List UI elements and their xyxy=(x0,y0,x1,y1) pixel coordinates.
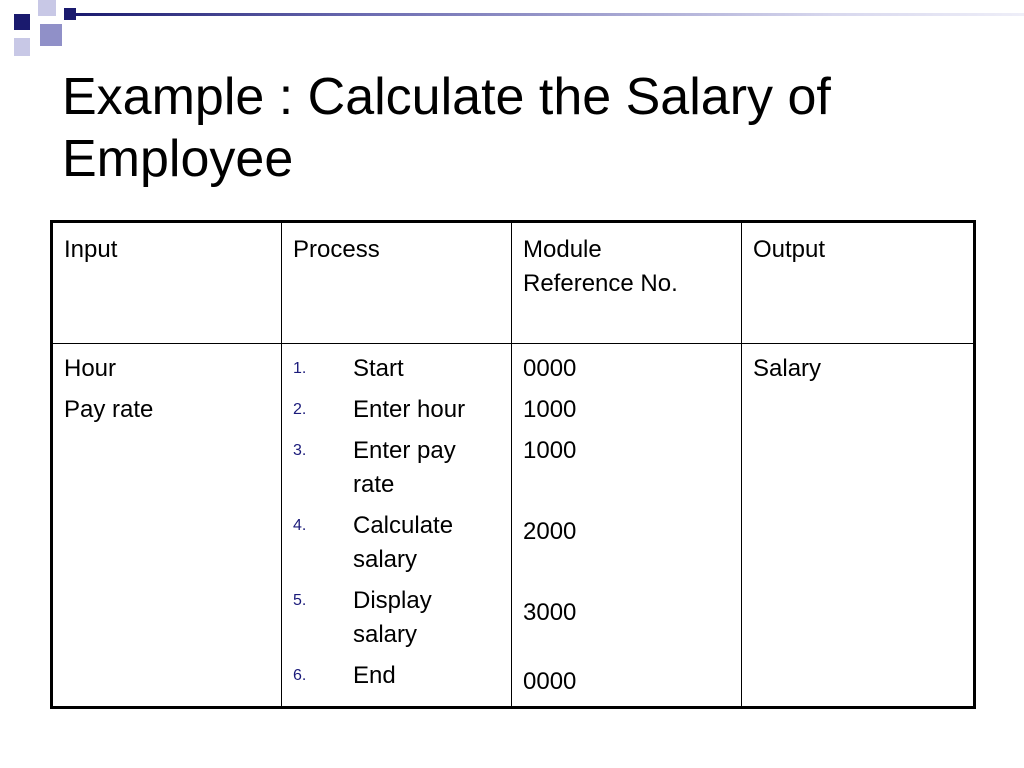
output-cell xyxy=(742,344,975,708)
step-number: 2. xyxy=(293,401,307,418)
process-cell xyxy=(282,344,512,708)
step-text xyxy=(353,393,501,427)
slide-title xyxy=(62,66,982,190)
header-module xyxy=(512,222,742,344)
ipo-table xyxy=(50,220,976,709)
step-text-line: Enter hour xyxy=(353,396,466,423)
step-number: 5. xyxy=(293,592,307,609)
module-reference-value: 2000 xyxy=(523,518,577,545)
module-reference-list xyxy=(523,352,731,706)
step-number: 4. xyxy=(293,517,307,534)
output-value: Salary xyxy=(753,355,822,382)
header-process-label: Process xyxy=(293,236,380,263)
light-square-top xyxy=(38,0,56,16)
title-line-2: Employee xyxy=(62,130,294,188)
dark-square-top xyxy=(14,14,30,30)
module-reference-value: 0000 xyxy=(523,668,577,695)
list-item xyxy=(293,659,501,693)
header-output xyxy=(742,222,975,344)
list-item xyxy=(293,434,501,502)
list-item xyxy=(293,509,501,577)
light-square-left xyxy=(14,38,30,56)
list-item xyxy=(293,352,501,386)
step-text xyxy=(353,434,501,502)
list-item xyxy=(293,584,501,652)
step-text-line: Display xyxy=(353,587,432,614)
header-input xyxy=(52,222,282,344)
table-row xyxy=(52,344,975,708)
header-module-label-1: Module xyxy=(523,236,602,263)
module-reference-value: 0000 xyxy=(523,355,577,382)
step-text-line: salary xyxy=(353,546,418,573)
header-module-label-2: Reference No. xyxy=(523,270,678,297)
header-input-label: Input xyxy=(64,236,118,263)
step-text xyxy=(353,352,501,386)
step-text-line: rate xyxy=(353,471,395,498)
step-number: 6. xyxy=(293,667,307,684)
module-reference-cell xyxy=(512,344,742,708)
input-cell xyxy=(52,344,282,708)
step-text-line: Calculate xyxy=(353,512,454,539)
corner-decoration xyxy=(0,0,1024,70)
step-number: 1. xyxy=(293,360,307,377)
step-text-line: Enter pay xyxy=(353,437,456,464)
list-item xyxy=(293,393,501,427)
header-output-label: Output xyxy=(753,236,826,263)
header-process xyxy=(282,222,512,344)
step-text-line: End xyxy=(353,662,396,689)
step-text-line: Start xyxy=(353,355,404,382)
input-item: Hour xyxy=(64,355,117,382)
title-line-1: Example : Calculate the Salary of xyxy=(62,68,831,126)
step-text-line: salary xyxy=(353,621,418,648)
module-reference-value: 1000 xyxy=(523,396,577,423)
table-header-row xyxy=(52,222,975,344)
mid-square xyxy=(40,24,62,46)
process-steps-list xyxy=(293,352,501,693)
header-gradient-band xyxy=(75,13,1024,16)
step-text xyxy=(353,509,501,577)
module-reference-value: 1000 xyxy=(523,437,577,464)
step-number: 3. xyxy=(293,442,307,459)
input-item: Pay rate xyxy=(64,396,154,423)
step-text xyxy=(353,584,501,652)
step-text xyxy=(353,659,501,693)
module-reference-value: 3000 xyxy=(523,599,577,626)
